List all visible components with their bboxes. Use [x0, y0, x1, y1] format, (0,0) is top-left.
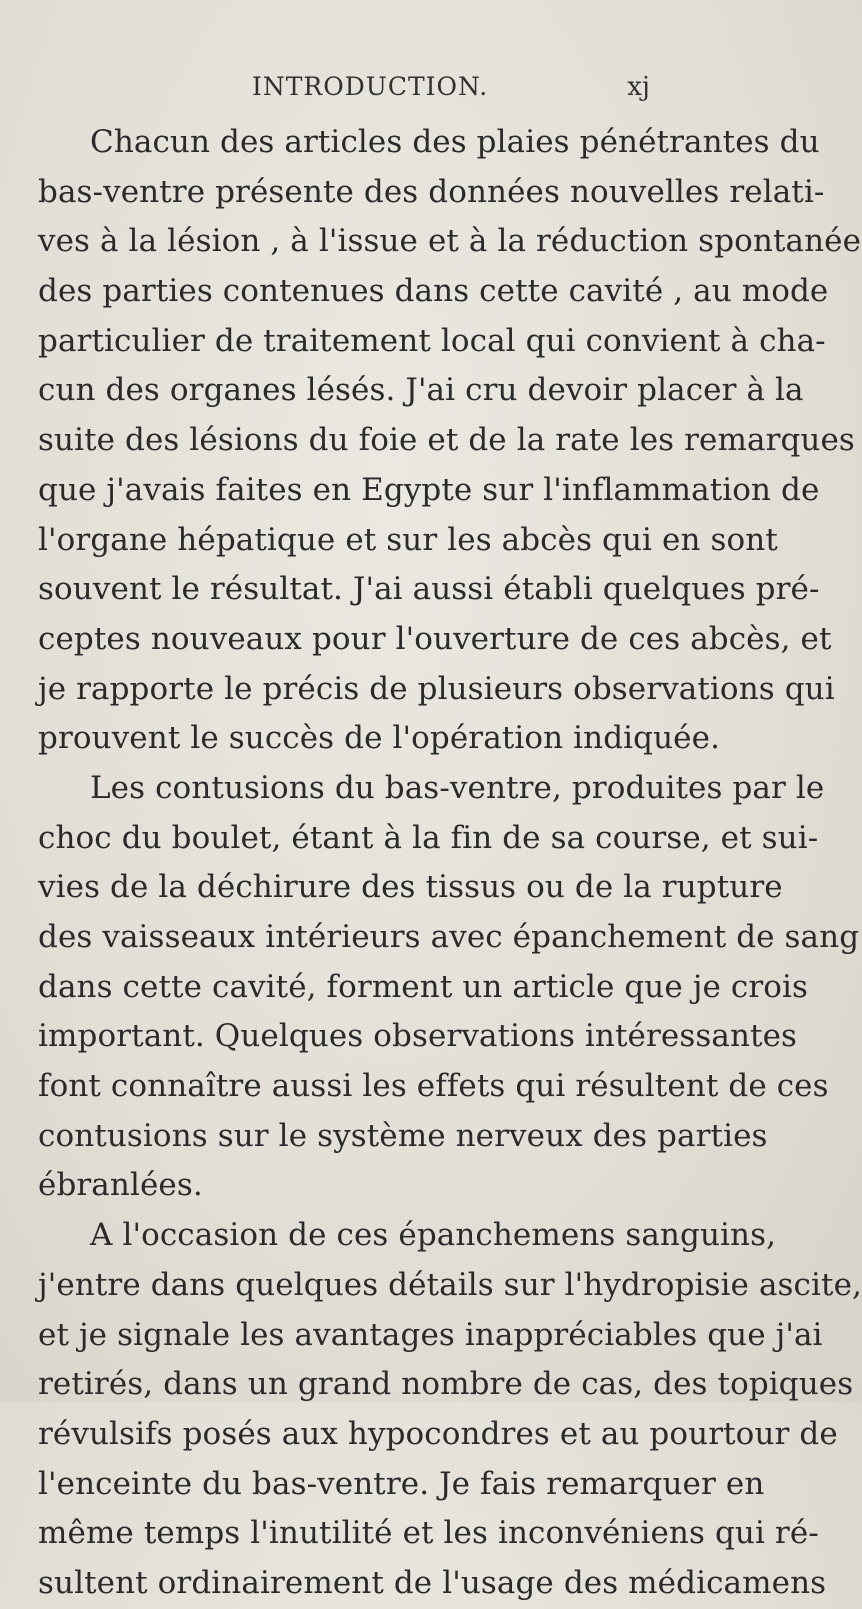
text-line: l'enceinte du bas-ventre. Je fais remarquer en — [38, 1465, 765, 1502]
text-line: choc du boulet, étant à la fin de sa course, et sui- — [38, 819, 819, 856]
text-line: cun des organes lésés. J'ai cru devoir placer à la — [38, 372, 804, 409]
text-line: contusions sur le système nerveux des parties — [38, 1117, 768, 1154]
text-line: que j'avais faites en Egypte sur l'inflammation de — [38, 471, 820, 508]
text-line: retirés, dans un grand nombre de cas, des topiques — [38, 1366, 854, 1403]
text-line: font connaître aussi les effets qui résultent de ces — [38, 1068, 829, 1105]
text-line: j'entre dans quelques détails sur l'hydropisie ascite, — [38, 1266, 862, 1303]
page-header — [60, 72, 660, 112]
text-line: l'organe hépatique et sur les abcès qui en sont — [38, 521, 778, 558]
text-line: des vaisseaux intérieurs avec épanchement de sang — [38, 919, 860, 955]
text-line: bas-ventre présente des données nouvelles relati- — [38, 173, 825, 210]
text-line: des parties contenues dans cette cavité , au mode — [38, 273, 829, 310]
text-line: particulier de traitement local qui convient à cha- — [38, 322, 826, 359]
text-line: vies de la déchirure des tissus ou de la rupture — [38, 869, 783, 906]
text-line: ébranlées. — [38, 1167, 203, 1204]
text-line: Chacun des articles des plaies pénétrantes du — [90, 124, 820, 160]
text-line: ceptes nouveaux pour l'ouverture de ces abcès, et — [38, 620, 832, 657]
text-line: et je signale les avantages inappréciables que j'ai — [38, 1316, 823, 1353]
text-line: ves à la lésion , à l'issue et à la réduction spontanée — [38, 223, 862, 260]
text-line: suite des lésions du foie et de la rate les remarques — [38, 422, 855, 459]
text-line: souvent le résultat. J'ai aussi établi quelques pré- — [38, 571, 820, 608]
text-line: A l'occasion de ces épanchemens sanguins, — [90, 1217, 777, 1254]
text-line: révulsifs posés aux hypocondres et au pourtour de — [38, 1415, 838, 1452]
text-line: important. Quelques observations intéressantes — [38, 1018, 798, 1055]
text-line: prouvent le succès de l'opération indiquée. — [38, 720, 721, 757]
text-line: Les contusions du bas-ventre, produites par le — [90, 769, 825, 806]
page-number: xj — [627, 72, 650, 102]
running-head: INTRODUCTION. — [252, 72, 489, 101]
text-line: sultent ordinairement de l'usage des médicamens — [38, 1564, 827, 1601]
text-line: dans cette cavité, forment un article que je crois — [38, 968, 809, 1005]
text-line: je rapporte le précis de plusieurs observations qui — [38, 670, 835, 707]
text-line: même temps l'inutilité et les inconvéniens qui ré- — [38, 1515, 819, 1552]
body-text — [38, 118, 862, 1609]
